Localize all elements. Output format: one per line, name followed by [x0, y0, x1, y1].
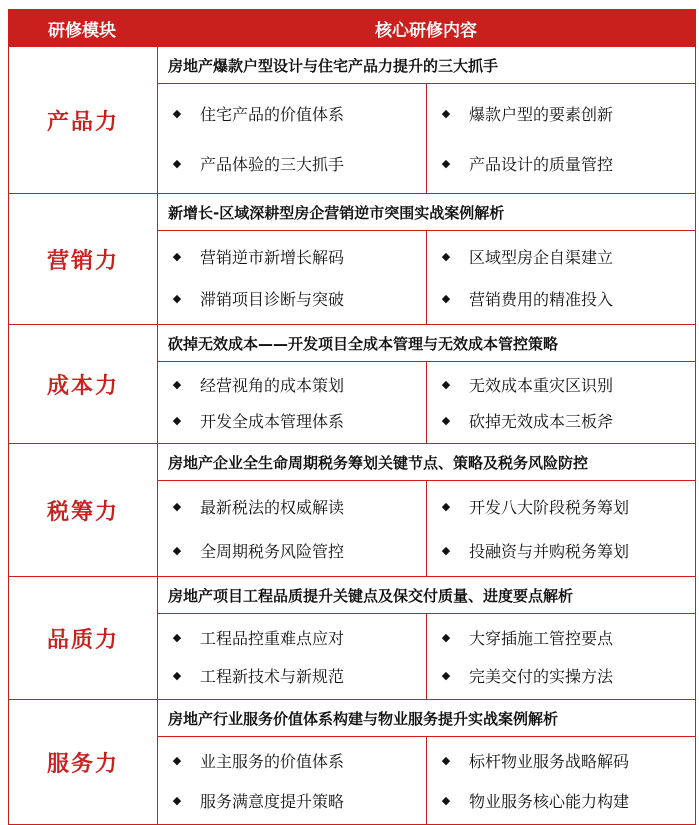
diamond-bullet-icon: ◆: [441, 106, 451, 120]
module-row: [8, 444, 696, 577]
diamond-bullet-icon: ◆: [441, 793, 451, 807]
diamond-bullet-icon: ◆: [172, 249, 182, 263]
topic-column-right: [427, 84, 695, 193]
topic-item: [158, 659, 426, 693]
topic-item: [427, 404, 695, 438]
module-subtitle: 房地产爆款户型设计与住宅产品力提升的三大抓手: [158, 47, 695, 84]
topic-item: [158, 783, 426, 817]
topic-text: 营销逆市新增长解码: [200, 247, 345, 267]
module-label: 品质力: [9, 577, 158, 699]
topic-item: [427, 533, 695, 567]
topic-text: 产品体验的三大抓手: [200, 155, 345, 175]
topic-item: [158, 620, 426, 654]
topic-item: [158, 239, 426, 273]
diamond-bullet-icon: ◆: [172, 500, 182, 514]
module-subtitle: 房地产行业服务价值体系构建与物业服务提升实战案例解析: [158, 700, 695, 737]
diamond-bullet-icon: ◆: [441, 414, 451, 428]
topic-item: [427, 744, 695, 778]
diamond-bullet-icon: ◆: [172, 106, 182, 120]
module-row: [8, 700, 696, 825]
module-label: 营销力: [9, 194, 158, 324]
diamond-bullet-icon: ◆: [172, 377, 182, 391]
topic-item: [427, 783, 695, 817]
topic-text: 业主服务的价值体系: [200, 752, 345, 772]
topic-column-left: [158, 362, 427, 443]
topic-text: 住宅产品的价值体系: [200, 104, 345, 124]
topic-column-right: [427, 481, 695, 576]
diamond-bullet-icon: ◆: [441, 292, 451, 306]
topic-item: [158, 490, 426, 524]
module-content: [158, 325, 695, 443]
topic-text: 服务满意度提升策略: [200, 791, 345, 811]
training-table: [8, 9, 696, 825]
topic-item: [158, 367, 426, 401]
table-body: [8, 47, 696, 825]
topic-grid: [158, 84, 695, 193]
topic-text: 产品设计的质量管控: [469, 155, 614, 175]
module-content: [158, 47, 695, 193]
topic-text: 大穿插施工管控要点: [469, 628, 614, 648]
module-content: [158, 444, 695, 576]
module-row: [8, 577, 696, 700]
topic-text: 经营视角的成本策划: [200, 375, 345, 395]
topic-text: 开发全成本管理体系: [200, 412, 345, 432]
topic-item: [158, 147, 426, 181]
topic-item: [158, 282, 426, 316]
topic-item: [158, 404, 426, 438]
topic-item: [427, 367, 695, 401]
diamond-bullet-icon: ◆: [441, 249, 451, 263]
topic-text: 无效成本重灾区识别: [469, 375, 614, 395]
module-content: [158, 700, 695, 824]
topic-grid: [158, 481, 695, 576]
topic-item: [158, 96, 426, 130]
diamond-bullet-icon: ◆: [441, 669, 451, 683]
module-label: 产品力: [9, 47, 158, 193]
topic-text: 营销费用的精准投入: [469, 290, 614, 310]
topic-column-right: [427, 362, 695, 443]
topic-text: 物业服务核心能力构建: [469, 791, 630, 811]
diamond-bullet-icon: ◆: [172, 414, 182, 428]
module-label: 税筹力: [9, 444, 158, 576]
topic-text: 投融资与并购税务筹划: [469, 541, 630, 561]
header-module: 研修模块: [48, 20, 116, 41]
topic-column-left: [158, 84, 427, 193]
module-subtitle: 新增长-区域深耕型房企营销逆市突围实战案例解析: [158, 194, 695, 231]
diamond-bullet-icon: ◆: [441, 754, 451, 768]
module-subtitle: 房地产企业全生命周期税务筹划关键节点、策略及税务风险防控: [158, 444, 695, 481]
module-row: [8, 194, 696, 325]
module-label: 成本力: [9, 325, 158, 443]
module-content: [158, 194, 695, 324]
topic-text: 工程品控重难点应对: [200, 628, 345, 648]
topic-grid: [158, 614, 695, 699]
topic-column-left: [158, 737, 427, 824]
topic-grid: [158, 362, 695, 443]
diamond-bullet-icon: ◆: [172, 793, 182, 807]
header-content: 核心研修内容: [375, 20, 477, 41]
diamond-bullet-icon: ◆: [441, 377, 451, 391]
topic-text: 全周期税务风险管控: [200, 541, 345, 561]
topic-text: 砍掉无效成本三板斧: [469, 412, 614, 432]
topic-item: [427, 490, 695, 524]
topic-item: [427, 659, 695, 693]
topic-item: [427, 620, 695, 654]
table-header: [8, 9, 696, 47]
topic-text: 工程新技术与新规范: [200, 667, 345, 687]
topic-column-right: [427, 231, 695, 324]
topic-text: 最新税法的权威解读: [200, 498, 345, 518]
diamond-bullet-icon: ◆: [172, 543, 182, 557]
topic-item: [427, 147, 695, 181]
diamond-bullet-icon: ◆: [441, 630, 451, 644]
diamond-bullet-icon: ◆: [441, 543, 451, 557]
topic-text: 爆款户型的要素创新: [469, 104, 614, 124]
topic-item: [427, 282, 695, 316]
module-label: 服务力: [9, 700, 158, 824]
diamond-bullet-icon: ◆: [172, 754, 182, 768]
topic-column-left: [158, 614, 427, 699]
diamond-bullet-icon: ◆: [441, 500, 451, 514]
topic-text: 区域型房企自渠建立: [469, 247, 614, 267]
module-subtitle: 砍掉无效成本——开发项目全成本管理与无效成本管控策略: [158, 325, 695, 362]
topic-item: [158, 533, 426, 567]
topic-column-left: [158, 481, 427, 576]
module-content: [158, 577, 695, 699]
topic-text: 完美交付的实操方法: [469, 667, 614, 687]
diamond-bullet-icon: ◆: [172, 157, 182, 171]
diamond-bullet-icon: ◆: [172, 292, 182, 306]
diamond-bullet-icon: ◆: [172, 669, 182, 683]
topic-item: [427, 96, 695, 130]
topic-column-left: [158, 231, 427, 324]
topic-column-right: [427, 614, 695, 699]
topic-text: 标杆物业服务战略解码: [469, 752, 630, 772]
module-row: [8, 325, 696, 444]
topic-item: [427, 239, 695, 273]
topic-item: [158, 744, 426, 778]
topic-grid: [158, 231, 695, 324]
topic-column-right: [427, 737, 695, 824]
diamond-bullet-icon: ◆: [172, 630, 182, 644]
topic-text: 开发八大阶段税务筹划: [469, 498, 630, 518]
module-row: [8, 47, 696, 194]
topic-text: 滞销项目诊断与突破: [200, 290, 345, 310]
diamond-bullet-icon: ◆: [441, 157, 451, 171]
topic-grid: [158, 737, 695, 824]
module-subtitle: 房地产项目工程品质提升关键点及保交付质量、进度要点解析: [158, 577, 695, 614]
